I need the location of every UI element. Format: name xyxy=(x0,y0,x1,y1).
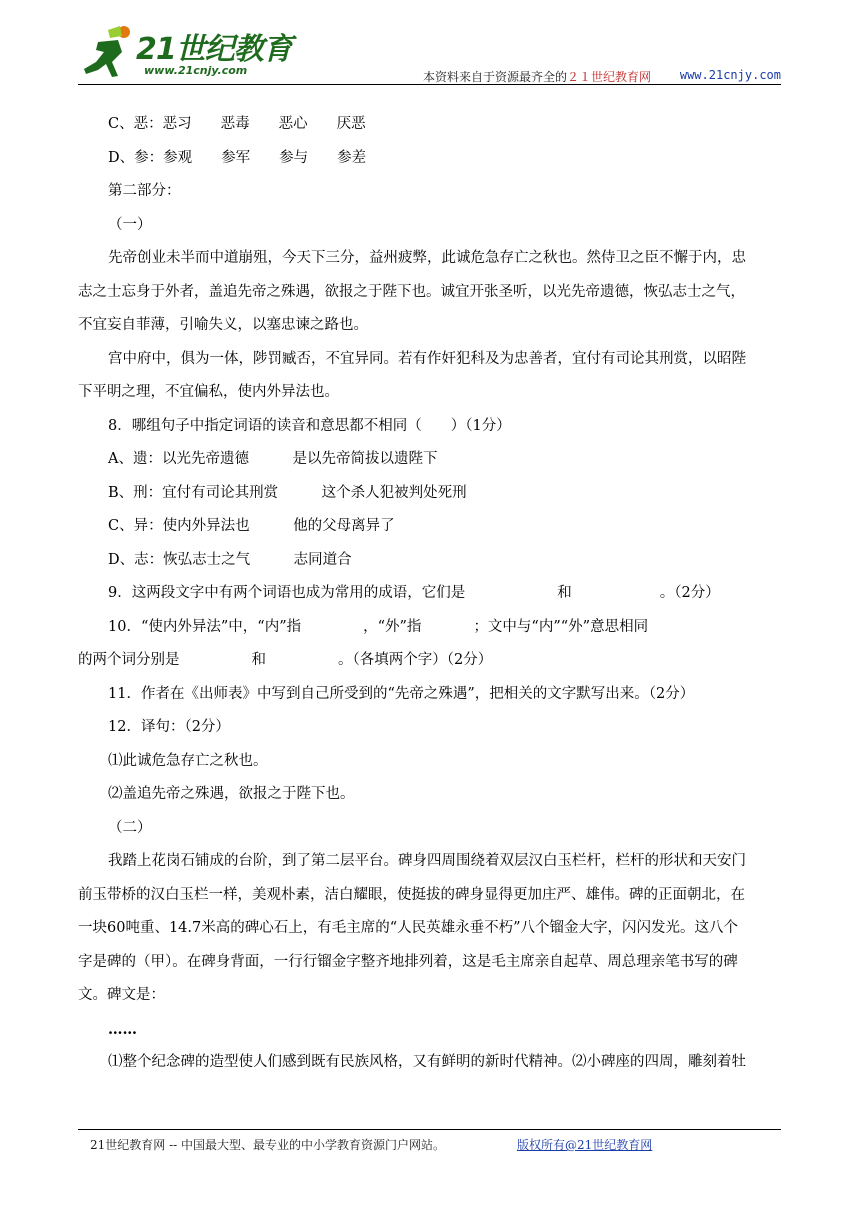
passage-line: 文。碑文是： xyxy=(78,987,165,1003)
question-11: 11．作者在《出师表》中写到自己所受到的“先帝之殊遇”，把相关的文字默写出来。（2分） xyxy=(108,685,695,702)
header-note xyxy=(423,68,651,85)
q8-option-c: C、异：使内外异法也 他的父母离异了 xyxy=(108,518,395,534)
logo-subtext: www.21cnjy.com xyxy=(144,64,248,77)
passage-line: 宫中府中，俱为一体，陟罚臧否，不宜异同。若有作奸犯科及为忠善者，宜付有司论其刑赏，以昭陛 xyxy=(108,350,746,367)
q10-text-2: ，“外”指 xyxy=(363,618,422,635)
question-8: 8．哪组句子中指定词语的读音和意思都不相同（ ）（1分） xyxy=(108,417,511,434)
header-note-prefix: 本资料来自于资源最齐全的 xyxy=(422,70,567,84)
header-divider xyxy=(78,84,781,85)
passage-line: 一块60吨重、14.7米高的碑心石上，有毛主席的“人民英雄永垂不朽”八个镏金大字，闪闪发光。这八个 xyxy=(78,920,739,936)
q8-option-a: A、遗：以光先帝遗德 是以先帝简拔以遗陛下 xyxy=(108,451,438,467)
passage-line: 我踏上花岗石铺成的台阶，到了第二层平台。碑身四周围绕着双层汉白玉栏杆，栏杆的形状和天安门 xyxy=(108,853,746,869)
header-brand: ２１世纪教育网 xyxy=(566,70,651,84)
runner-logo-icon xyxy=(78,22,138,80)
passage-line: ⑴整个纪念碑的造型使人们感到既有民族风格，又有鲜明的新时代精神。⑵小碑座的四周，雕刻着牡 xyxy=(108,1054,746,1070)
q10-text-4: 的两个词分别是 xyxy=(78,652,180,668)
section-two-heading: （二） xyxy=(108,819,152,836)
header-url-link[interactable]: www.21cnjy.com xyxy=(679,68,781,82)
passage-line: 先帝创业未半而中道崩殂，今天下三分，益州疲弊，此诚危急存亡之秋也。然侍卫之臣不懈于内，忠 xyxy=(108,250,746,266)
q9-and: 和 xyxy=(557,585,572,601)
ellipsis: …… xyxy=(108,1020,137,1038)
option-d-line: D、参：参观 参军 参与 参差 xyxy=(108,149,367,166)
document-body xyxy=(78,108,781,1080)
site-logo xyxy=(78,22,308,82)
passage-line: 下平明之理，不宜偏私，使内外异法也。 xyxy=(78,384,339,400)
passage-line: 前玉带桥的汉白玉栏一样，美观朴素，洁白耀眼，使挺拔的碑身显得更加庄严、雄伟。碑的正面朝北，在 xyxy=(78,886,745,903)
q12-item-2: ⑵盖追先帝之殊遇，欲报之于陛下也。 xyxy=(108,786,355,802)
q12-item-1: ⑴此诚危急存亡之秋也。 xyxy=(108,752,268,769)
passage-line: 志之士忘身于外者，盖追先帝之殊遇，欲报之于陛下也。诚宜开张圣听，以光先帝遗德，恢弘志士之气， xyxy=(78,283,745,300)
question-9 xyxy=(78,577,781,611)
passage-line: 字是碑的（甲）。在碑身背面，一行行镏金字整齐地排列着，这是毛主席亲自起草、周总理亲笔书写的碑 xyxy=(78,953,738,970)
q9-text: 9．这两段文字中有两个词语也成为常用的成语，它们是 xyxy=(108,585,466,601)
q9-points: 。（2分） xyxy=(659,585,720,601)
q10-and: 和 xyxy=(251,652,266,668)
q10-points: 。（各填两个字）（2分） xyxy=(338,652,493,668)
footer-copyright-link[interactable]: 版权所有@21世纪教育网 xyxy=(517,1138,653,1152)
q10-text: 10．“使内外异法”中，“内”指 xyxy=(108,618,302,635)
footer-text: 21世纪教育网 -- 中国最大型、最专业的中小学教育资源门户网站。 xyxy=(90,1138,446,1152)
question-12: 12．译句：（2分） xyxy=(108,719,230,735)
question-10-continued xyxy=(78,644,781,678)
section-one-heading: （一） xyxy=(108,216,152,233)
part-two-heading: 第二部分： xyxy=(108,183,181,199)
q10-text-3: ；文中与“内”“外”意思相同 xyxy=(473,618,649,635)
footer-divider xyxy=(78,1129,781,1130)
option-c-line: C、恶：恶习 恶毒 恶心 厌恶 xyxy=(108,116,366,132)
passage-line: 不宜妄自菲薄，引喻失义，以塞忠谏之路也。 xyxy=(78,317,368,333)
question-10 xyxy=(78,611,781,645)
q8-option-d: D、志：恢弘志士之气 志同道合 xyxy=(108,551,352,568)
q8-option-b: B、刑：宜付有司论其刑赏 这个杀人犯被判处死刑 xyxy=(108,484,467,501)
page-header xyxy=(78,22,781,88)
logo-text: 21世纪教育 xyxy=(136,32,292,67)
